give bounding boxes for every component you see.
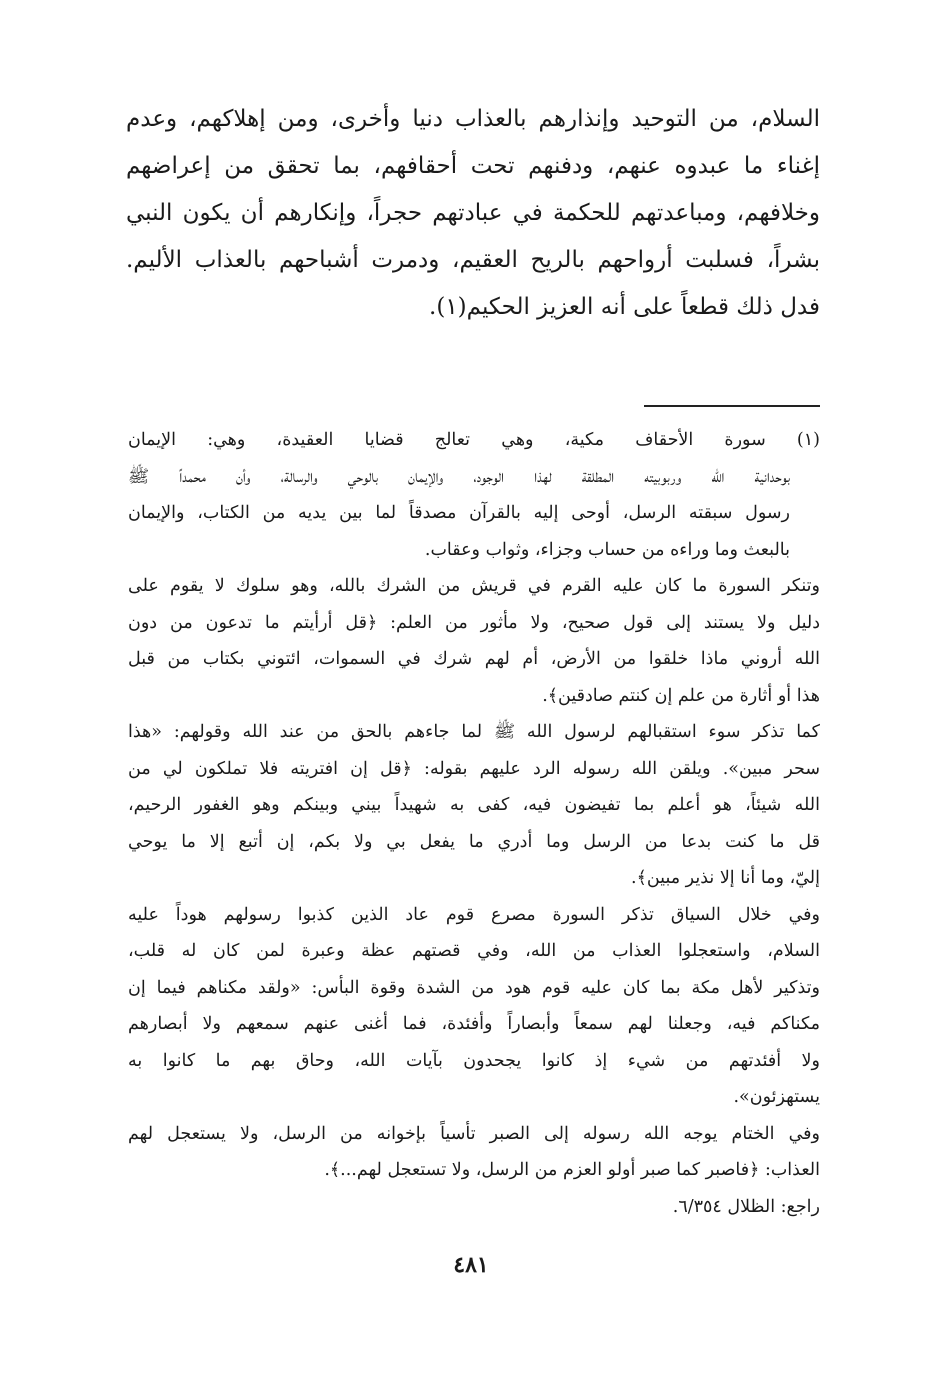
footnote-separator [644, 405, 820, 407]
footnote-line: إليّ، وما أنا إلا نذير مبين﴾. [631, 868, 820, 888]
main-text-line: إغناء ما عبدوه عنهم، ودفنهم تحت أحقافهم، بما تحقق من إعراضهم [126, 153, 820, 179]
main-text-line: السلام، من التوحيد وإنذارهم بالعذاب دنيا وأخرى، ومن إهلاكهم، وعدم [126, 106, 820, 132]
footnote-line: كما تذكر سوء استقبالهم لرسول الله ﷺ لما جاءهم بالحق من عند الله وقولهم: «هذا [128, 722, 820, 742]
footnote-line: الله شيئاً، هو أعلم بما تفيضون فيه، كفى به شهيداً بيني وبينكم وهو الغفور الرحيم، [128, 795, 820, 815]
footnote-line: رسول سبقته الرسل، أوحى إليه بالقرآن مصدقاً لما بين يديه من الكتاب، والإيمان [128, 503, 790, 523]
footnote-line: وتنكر السورة ما كان عليه القرم في قريش من الشرك بالله، وهو سلوك لا يقوم على [128, 576, 820, 596]
footnote-line: يستهزئون». [733, 1087, 820, 1107]
main-text-line: بشراً، فسلبت أرواحهم بالريح العقيم، ودمرت أشباحهم بالعذاب الأليم. [126, 247, 820, 273]
footnote-line: وتذكير لأهل مكة بما كان عليه قوم هود من الشدة وقوة البأس: «ولقد مكناهم فيما إن [128, 977, 820, 998]
footnote-line: هذا أو أثارة من علم إن كنتم صادقين﴾. [542, 685, 820, 706]
footnote-line: بالبعث وما وراءه من حساب وجزاء، وثواب وعقاب. [424, 539, 790, 560]
footnote-line: (١) سورة الأحقاف مكية، وهي تعالج قضايا العقيدة، وهي: الإيمان [128, 430, 820, 450]
footnote-line: الله أروني ماذا خلقوا من الأرض، أم لهم شرك في السموات، ائتوني بكتاب من قبل [128, 649, 820, 669]
footnote-line: مكناكم فيه، وجعلنا لهم سمعاً وأبصاراً وأفئدة، فما أغنى عنهم سمعهم ولا أبصارهم [128, 1014, 820, 1034]
footnote-line: قل ما كنت بدعا من الرسل وما أدري ما يفعل بي ولا بكم، إن أتبع إلا ما يوحي [128, 831, 820, 852]
footnote-line: وفي خلال السياق تذكر السورة مصرع قوم عاد الذين كذبوا رسولهم هوداً عليه [128, 904, 820, 925]
footnote-line: سحر مبين». ويلقن الله رسوله الرد عليهم بقوله: ﴿قل إن افتريته فلا تملكون لي من [128, 758, 820, 779]
footnote-line: بوحدانية الله وربوبيته المطلقة لهذا الوجود، والإيمان بالوحي والرسالة، وأن محمداً ﷺ [128, 466, 790, 487]
footnote-line: السلام، واستعجلوا العذاب من الله، وفي قصتهم عظة وعبرة لمن كان له قلب، [128, 941, 820, 961]
main-text-block [126, 96, 820, 331]
main-text-line: وخلافهم، ومباعدتهم للحكمة في عبادتهم حجراً، وإنكارهم أن يكون النبي [126, 200, 820, 226]
footnotes-block [128, 422, 820, 1225]
footnote-line: وفي الختام يوجه الله رسوله إلى الصبر تأسياً بإخوانه من الرسل، ولا يستعجل لهم [128, 1123, 820, 1144]
footnote-line: ولا أفئدتهم من شيء إذ كانوا يجحدون بآيات الله، وحاق بهم ما كانوا به [128, 1050, 820, 1071]
footnote-line: العذاب: ﴿فاصبر كما صبر أولو العزم من الرسل، ولا تستعجل لهم...﴾. [324, 1160, 820, 1180]
main-text-line: فدل ذلك قطعاً على أنه العزيز الحكيم(١). [429, 294, 820, 320]
footnote-line: دليل ولا يستند إلى قول صحيح، ولا مأثور من العلم: ﴿قل أرأيتم ما تدعون من دون [128, 612, 820, 633]
footnote-line: راجع: الظلال ٦/٣٥٤. [672, 1196, 820, 1217]
page-number: ٤٨١ [453, 1252, 489, 1278]
